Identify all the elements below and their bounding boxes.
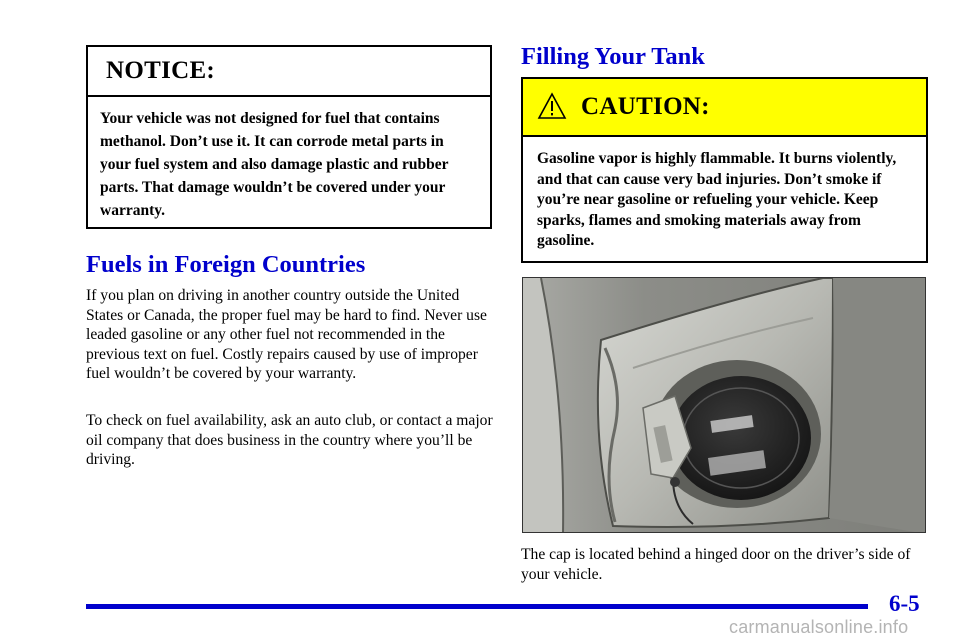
notice-text: Your vehicle was not designed for fuel that contains methanol. Don’t use it. It can corrode metal parts in your fuel system and also damage plastic and rubber parts. That damage wouldn’t be covered under your warranty. (100, 110, 449, 219)
section-heading-foreign-fuels: Fuels in Foreign Countries (86, 251, 366, 278)
caution-header (523, 79, 926, 137)
caution-text: Gasoline vapor is highly flammable. It burns violently, and that can cause very bad injuries. Don’t smoke if you’re near gasoline or refueling your vehicle. Keep sparks, flames and smoking materials away from gasoline. (537, 150, 897, 249)
paragraph-foreign-fuels-2: To check on fuel availability, ask an auto club, or contact a major oil company that does business in the country where you’ll be driving. (86, 412, 493, 469)
warning-triangle-icon (537, 92, 567, 120)
footer-rule (86, 604, 868, 609)
notice-box (86, 45, 492, 229)
fuel-door-photo (522, 277, 926, 533)
caution-title: CAUTION: (581, 93, 710, 120)
section-heading-filling-tank: Filling Your Tank (521, 43, 705, 70)
caution-box (521, 77, 928, 263)
notice-title: NOTICE: (106, 57, 216, 84)
watermark: carmanualsonline.info (729, 617, 909, 637)
page-number: 6-5 (889, 591, 920, 616)
paragraph-foreign-fuels-1: If you plan on driving in another country outside the United States or Canada, the proper fuel may be hard to find. Never use leaded gasoline or any other fuel not recommended in the previous text on fuel. Costly repairs caused by use of improper fuel wouldn’t be covered by your warranty. (86, 287, 487, 383)
notice-header (88, 47, 490, 97)
photo-caption: The cap is located behind a hinged door on the driver’s side of your vehicle. (521, 546, 911, 583)
fuel-door-illustration (523, 278, 926, 533)
